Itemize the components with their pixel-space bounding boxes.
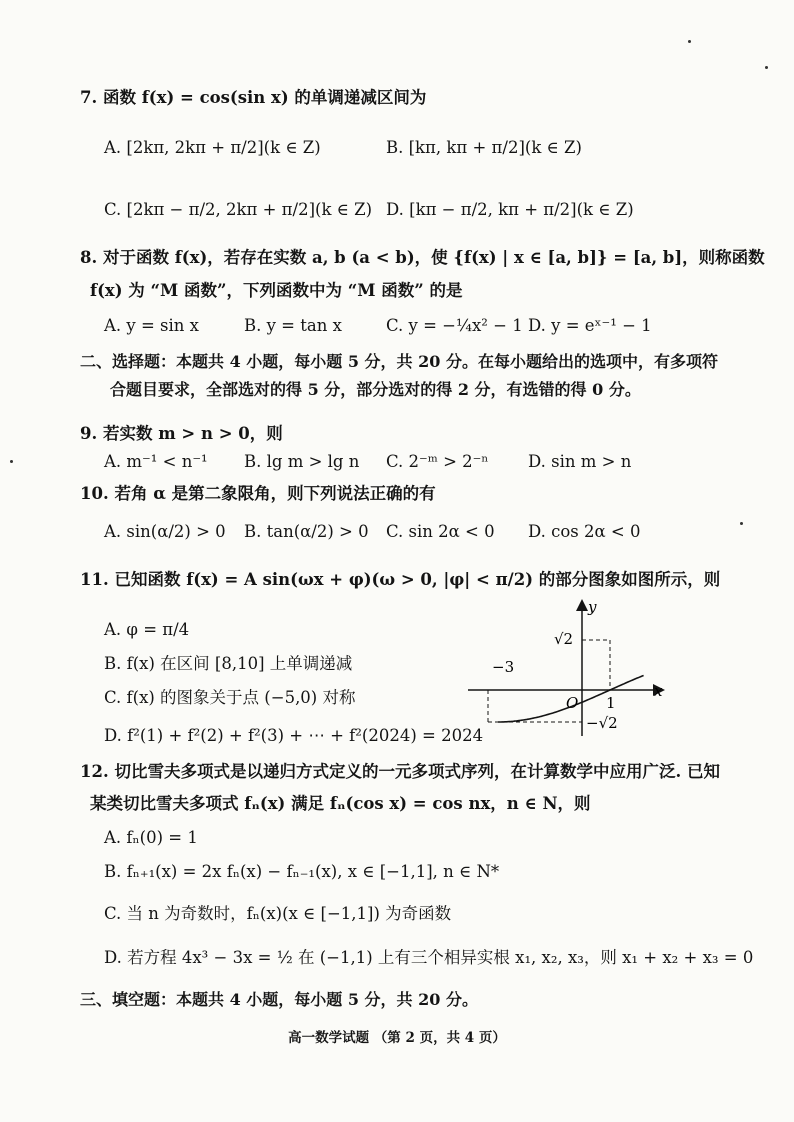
q10-option-b: B. tan(α/2) > 0 <box>244 522 369 541</box>
q7-option-b: B. [kπ, kπ + π/2](k ∈ Z) <box>386 138 582 157</box>
label-origin: O <box>566 694 579 712</box>
q9-option-b: B. lg m > lg n <box>244 452 360 471</box>
section3-line1: 三、填空题：本题共 4 小题，每小题 5 分，共 20 分。 <box>80 990 478 1009</box>
label-one: 1 <box>606 694 616 712</box>
q10-option-a: A. sin(α/2) > 0 <box>104 522 226 541</box>
q8-option-a: A. y = sin x <box>104 316 199 335</box>
q9-option-a: A. m⁻¹ < n⁻¹ <box>104 452 208 471</box>
q12-option-c: C. 当 n 为奇数时，fₙ(x)(x ∈ [−1,1]) 为奇函数 <box>104 904 452 923</box>
q8-option-c: C. y = −¼x² − 1 <box>386 316 523 335</box>
q8-stem-line2: f(x) 为 “M 函数”，下列函数中为 “M 函数” 的是 <box>90 281 463 300</box>
q12-option-a: A. fₙ(0) = 1 <box>104 828 198 847</box>
q12-option-b: B. fₙ₊₁(x) = 2x fₙ(x) − fₙ₋₁(x), x ∈ [−1,1], n ∈ N* <box>104 862 500 881</box>
q12-stem-line1: 12. 切比雪夫多项式是以递归方式定义的一元多项式序列，在计算数学中应用广泛. 已知 <box>80 762 720 781</box>
q11-option-c: C. f(x) 的图象关于点 (−5,0) 对称 <box>104 688 356 707</box>
q11-stem: 11. 已知函数 f(x) = A sin(ωx + φ)(ω > 0, |φ| < π/2) 的部分图象如图所示，则 <box>80 570 721 589</box>
scan-speck <box>765 66 768 69</box>
q10-stem: 10. 若角 α 是第二象限角，则下列说法正确的有 <box>80 484 436 503</box>
section2-line1: 二、选择题：本题共 4 小题，每小题 5 分，共 20 分。在每小题给出的选项中，有多项符 <box>80 352 718 371</box>
q11-graph <box>458 596 678 746</box>
q11-option-b: B. f(x) 在区间 [8,10] 上单调递减 <box>104 654 353 673</box>
label-min: −√2 <box>586 714 618 732</box>
q11-option-a: A. φ = π/4 <box>104 620 190 639</box>
q7-stem: 7. 函数 f(x) = cos(sin x) 的单调递减区间为 <box>80 88 427 107</box>
scan-speck <box>688 40 691 43</box>
q7-option-c: C. [2kπ − π/2, 2kπ + π/2](k ∈ Z) <box>104 200 373 219</box>
label-max: √2 <box>554 630 574 648</box>
q8-option-b: B. y = tan x <box>244 316 342 335</box>
q9-stem: 9. 若实数 m > n > 0，则 <box>80 424 283 443</box>
q12-option-d: D. 若方程 4x³ − 3x = ½ 在 (−1,1) 上有三个相异实根 x₁, x₂, x₃，则 x₁ + x₂ + x₃ = 0 <box>104 948 754 967</box>
q10-option-d: D. cos 2α < 0 <box>528 522 641 541</box>
section2-line2: 合题目要求，全部选对的得 5 分，部分选对的得 2 分，有选错的得 0 分。 <box>110 380 641 399</box>
page-footer: 高一数学试题 （第 2 页，共 4 页） <box>288 1030 506 1046</box>
q10-option-c: C. sin 2α < 0 <box>386 522 495 541</box>
q9-option-c: C. 2⁻ᵐ > 2⁻ⁿ <box>386 452 489 471</box>
q7-option-a: A. [2kπ, 2kπ + π/2](k ∈ Z) <box>104 138 321 157</box>
q11-option-d: D. f²(1) + f²(2) + f²(3) + ⋯ + f²(2024) = 2024 <box>104 726 484 745</box>
q12-stem-line2: 某类切比雪夫多项式 fₙ(x) 满足 fₙ(cos x) = cos nx，n ∈ N，则 <box>90 794 591 813</box>
q8-option-d: D. y = eˣ⁻¹ − 1 <box>528 316 652 335</box>
scan-speck <box>10 460 13 463</box>
label-y-axis: y <box>588 598 597 616</box>
q8-stem-line1: 8. 对于函数 f(x)，若存在实数 a, b (a < b)，使 {f(x) | x ∈ [a, b]} = [a, b]，则称函数 <box>80 248 765 267</box>
q9-option-d: D. sin m > n <box>528 452 632 471</box>
q7-option-d: D. [kπ − π/2, kπ + π/2](k ∈ Z) <box>386 200 634 219</box>
scan-speck <box>740 522 743 525</box>
label-x-axis: x <box>654 682 663 700</box>
label-neg3: −3 <box>492 658 515 676</box>
